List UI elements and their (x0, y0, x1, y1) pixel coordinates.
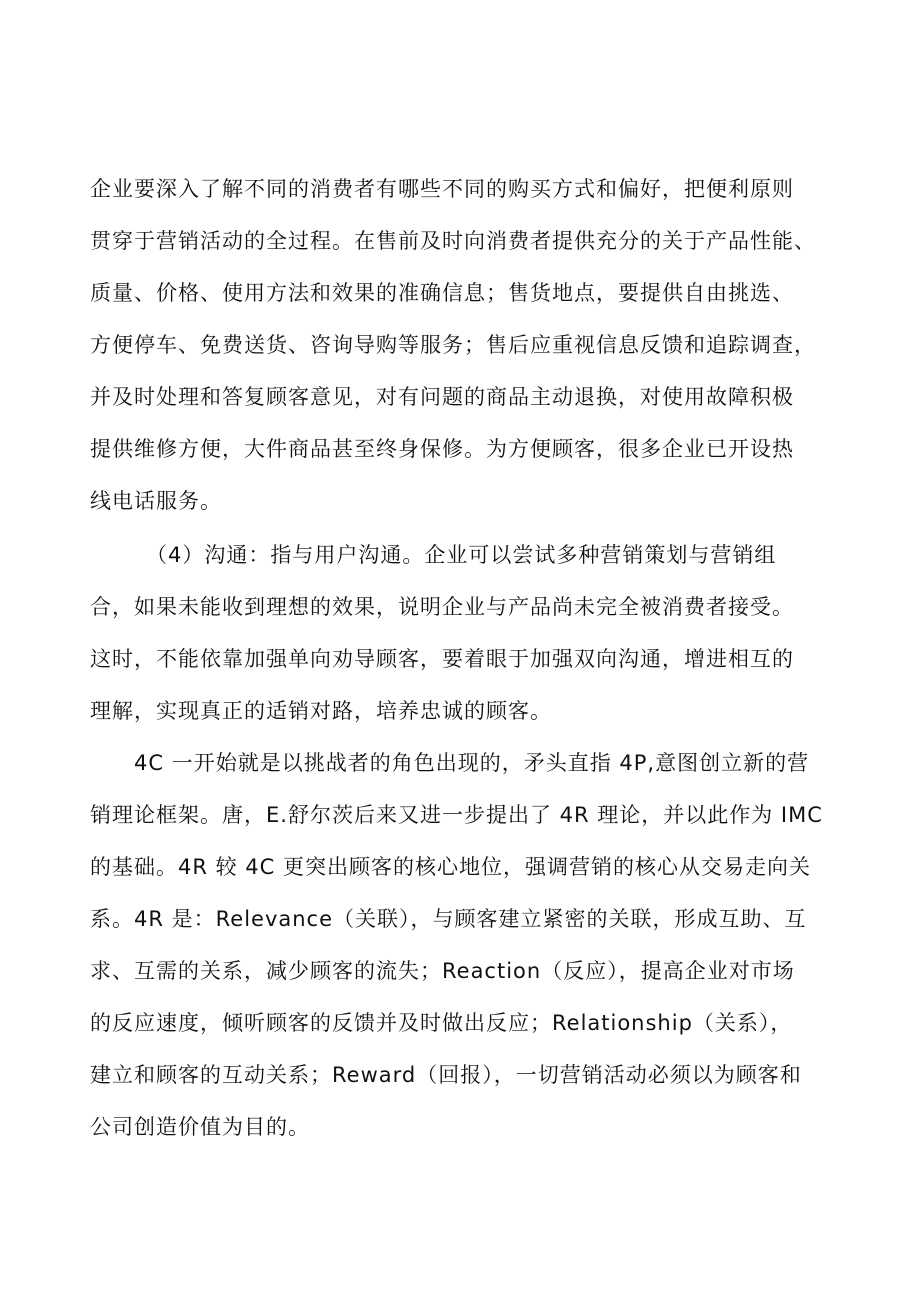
paragraph-3-line-6: 的反应速度，倾听顾客的反馈并及时做出反应；Relationship（关系）， (90, 1011, 793, 1035)
paragraph-3-line-2: 销理论框架。唐，E.舒尔茨后来又进一步提出了 4R 理论，并以此作为 IMC (90, 803, 823, 827)
paragraph-2-line-2: 合，如果未能收到理想的效果，说明企业与产品尚未完全被消费者接受。 (90, 595, 794, 619)
paragraph-1-line-2: 贯穿于营销活动的全过程。在售前及时向消费者提供充分的关于产品性能、 (90, 229, 816, 253)
paragraph-2-line-3: 这时，不能依靠加强单向劝导顾客，要着眼于加强双向沟通，增进相互的 (90, 647, 794, 671)
paragraph-1-line-1: 企业要深入了解不同的消费者有哪些不同的购买方式和偏好，把便利原则 (90, 177, 794, 201)
paragraph-3-line-3: 的基础。4R 较 4C 更突出顾客的核心地位，强调营销的核心从交易走向关 (90, 855, 811, 879)
paragraph-1-line-5: 并及时处理和答复顾客意见，对有问题的商品主动退换，对使用故障积极 (90, 385, 794, 409)
paragraph-1-line-3: 质量、价格、使用方法和效果的准确信息；售货地点，要提供自由挑选、 (90, 281, 794, 305)
paragraph-2-line-4: 理解，实现真正的适销对路，培养忠诚的顾客。 (90, 699, 552, 723)
paragraph-1-line-6: 提供维修方便，大件商品甚至终身保修。为方便顾客，很多企业已开设热 (90, 437, 794, 461)
paragraph-3-line-7: 建立和顾客的互动关系；Reward（回报），一切营销活动必须以为顾客和 (90, 1063, 802, 1087)
paragraph-2-line-1: （4）沟通：指与用户沟通。企业可以尝试多种营销策划与营销组 (146, 543, 777, 567)
paragraph-3-line-4: 系。4R 是：Relevance（关联），与顾客建立紧密的关联，形成互助、互 (90, 907, 807, 931)
paragraph-3-line-5: 求、互需的关系，减少顾客的流失；Reaction（反应），提高企业对市场 (90, 959, 795, 983)
paragraph-3-line-8: 公司创造价值为目的。 (90, 1115, 310, 1139)
paragraph-1-line-7: 线电话服务。 (90, 489, 222, 513)
paragraph-3-line-1: 4C 一开始就是以挑战者的角色出现的，矛头直指 4P,意图创立新的营 (134, 751, 810, 775)
paragraph-1-line-4: 方便停车、免费送货、咨询导购等服务；售后应重视信息反馈和追踪调查， (90, 333, 816, 357)
